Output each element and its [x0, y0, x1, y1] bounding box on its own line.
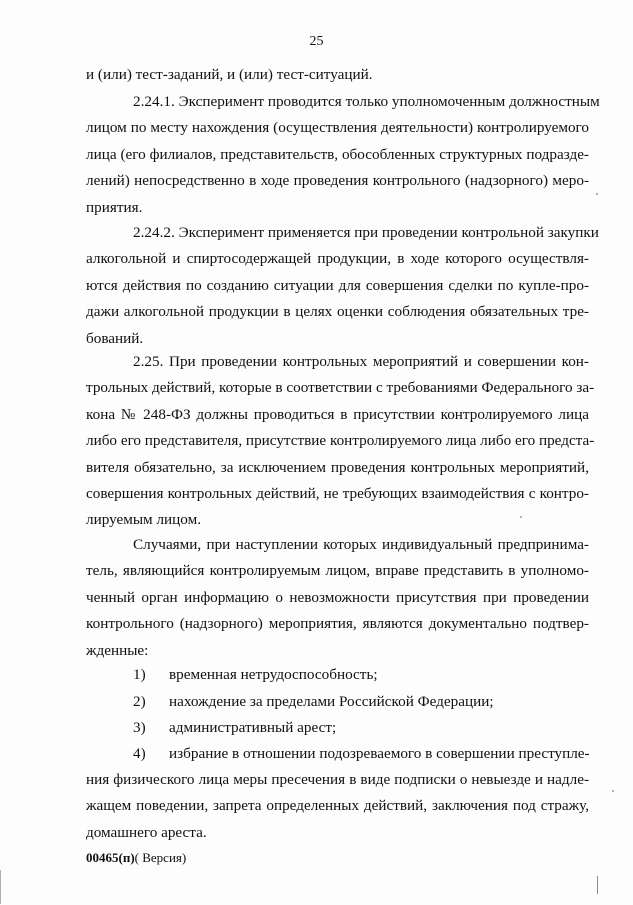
text-line: тель, являющийся контролируемым лицом, вправе представить в уполномо-	[86, 562, 589, 580]
text-line: ченный орган информацию о невозможности присутствия при проведении	[86, 588, 589, 606]
text-line: Случаями, при наступлении которых индивидуальный предпринима-	[133, 536, 589, 553]
text-line: и (или) тест-заданий, и (или) тест-ситуаций.	[86, 66, 373, 83]
text-line: ния физического лица меры пресечения в виде подписки о невыезде и надле-	[86, 771, 589, 788]
document-code	[86, 850, 186, 866]
paragraph-cases	[86, 532, 589, 664]
paragraph-2-25	[86, 349, 595, 534]
list-continuation	[86, 767, 589, 846]
text-line: 2.24.2. Эксперимент применяется при проведении контрольной закупки	[133, 224, 599, 241]
paragraph-2-24-1	[86, 89, 600, 221]
paragraph-continuation	[86, 62, 589, 88]
document-code-number: 00465(п)	[86, 850, 135, 865]
text-line: приятия.	[86, 198, 143, 216]
list-number: 1)	[133, 666, 146, 683]
text-line: трольных действий, которые в соответствии с требованиями Федерального за-	[86, 379, 595, 397]
scan-speck	[612, 790, 614, 792]
paragraph-2-24-2	[86, 220, 599, 352]
text-line: либо его представителя, присутствие контролируемого лица либо его предста-	[86, 432, 595, 450]
text-line: контрольного (надзорного) мероприятия, являются документально подтвер-	[86, 615, 589, 633]
document-code-version: ( Версия)	[134, 850, 187, 865]
scan-edge-mark	[0, 870, 1, 904]
text-line: жащем поведении, запрета определенных действий, заключения под стражу,	[86, 797, 589, 815]
text-line: лицом по месту нахождения (осуществления деятельности) контролируемого	[86, 119, 589, 137]
text-line: кона № 248-ФЗ должны проводиться в присутствии контролируемого лица	[86, 405, 589, 423]
list-text: избрание в отношении подозреваемого в совершении преступле-	[169, 745, 590, 762]
scan-speck	[520, 516, 522, 518]
list-text: нахождение за пределами Российской Федерации;	[169, 693, 494, 710]
text-line: вителя обязательно, за исключением проведения контрольных мероприятий,	[86, 458, 589, 476]
text-line: лируемым лицом.	[86, 511, 202, 529]
scan-speck	[596, 193, 598, 195]
list-number: 2)	[133, 693, 146, 710]
page-number: 25	[309, 34, 324, 49]
list-text: временная нетрудоспособность;	[169, 666, 378, 683]
scan-mark	[597, 876, 598, 894]
text-line: 2.25. При проведении контрольных мероприятий и совершении кон-	[133, 353, 589, 370]
list-number: 3)	[133, 719, 146, 736]
text-line: 2.24.1. Эксперимент проводится только уполномоченным должностным	[133, 93, 600, 110]
text-line: домашнего ареста.	[86, 823, 207, 841]
text-line: лений) непосредственно в ходе проведения контрольного (надзорного) меро-	[86, 172, 589, 190]
text-line: бований.	[86, 329, 144, 347]
text-line: алкогольной и спиртосодержащей продукции, в ходе которого осуществля-	[86, 250, 589, 268]
list-number: 4)	[133, 745, 146, 762]
text-line: лица (его филиалов, представительств, обособленных структурных подразде-	[86, 145, 589, 163]
text-line: совершения контрольных действий, не требующих взаимодействия с контро-	[86, 485, 589, 503]
text-line: ются действия по созданию ситуации для совершения сделки по купле-про-	[86, 276, 589, 294]
list-text: административный арест;	[169, 719, 337, 736]
text-line: дажи алкогольной продукции в целях оценки соблюдения обязательных тре-	[86, 303, 589, 321]
text-line: жденные:	[86, 641, 149, 659]
